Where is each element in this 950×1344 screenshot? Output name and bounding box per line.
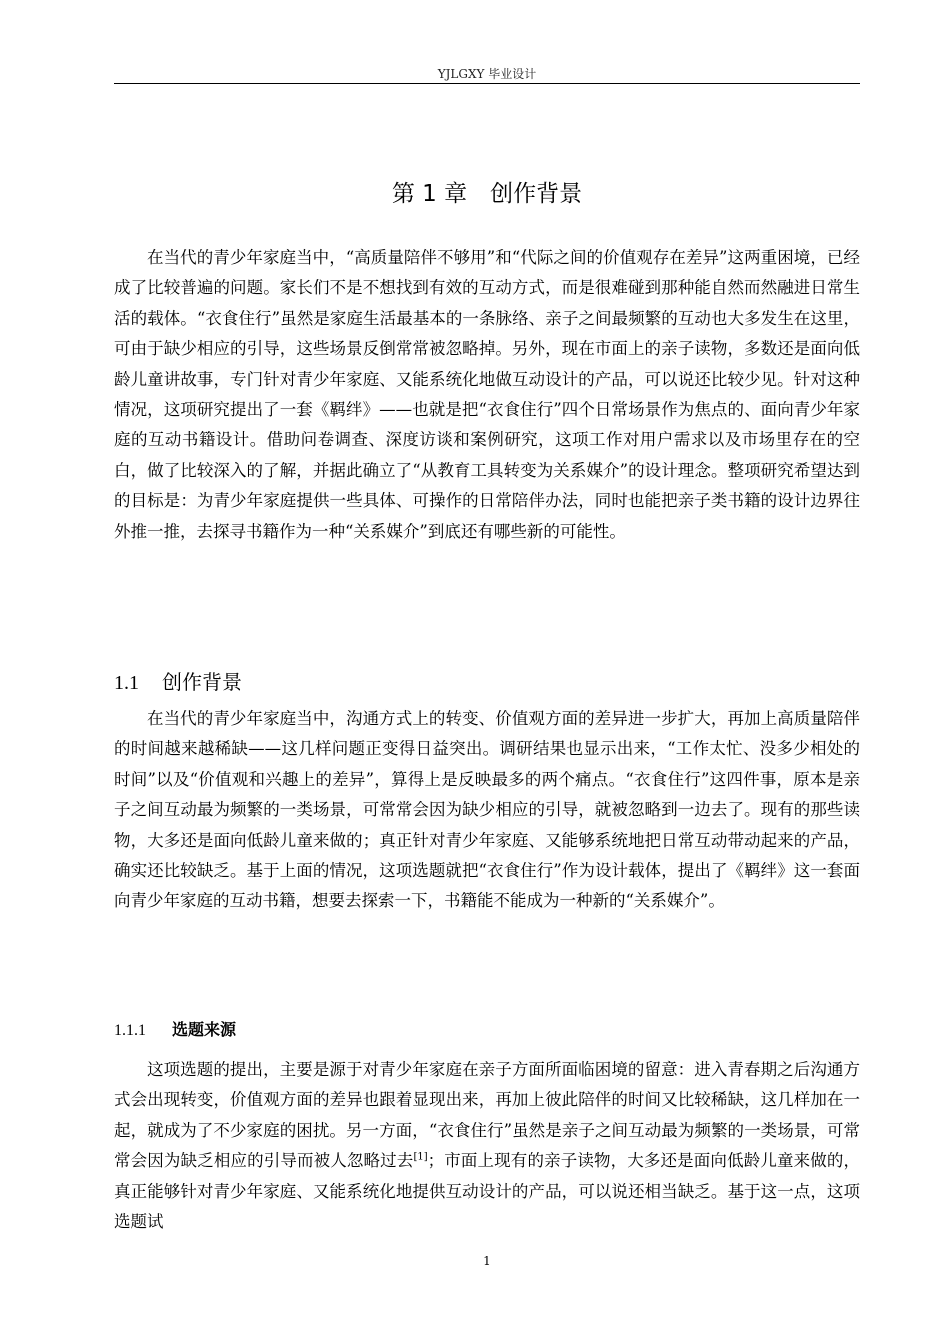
paragraph-text-after-citation: ；市面上现有的亲子读物，大多还是面向低龄儿童来做的，真正能够针对青少年家庭、又能系统化地提供互动设计的产品，可以说还相当缺乏。基于这一点，这项选题试: [114, 1151, 861, 1232]
header-rule: [114, 83, 860, 84]
section-number: 1.1: [114, 672, 139, 694]
section-1-1-paragraph: 在当代的青少年家庭当中，沟通方式上的转变、价值观方面的差异进一步扩大，再加上高质量陪伴的时间越来越稀缺——这几样问题正变得日益突出。调研结果也显示出来，“工作太忙、没多少相处的时间”以及“价值观和兴趣上的差异”，算得上是反映最多的两个痛点。“衣食住行”这四件事，原本是亲子之间互动最为频繁的一类场景，可常常会因为缺少相应的引导，就被忽略到一边去了。现有的那些读物，大多还是面向低龄儿童来做的；真正针对青少年家庭、又能够系统地把日常互动带动起来的产品，确实还比较缺乏。基于上面的情况，这项选题就把“衣食住行”作为设计载体，提出了《羁绊》这一套面向青少年家庭的互动书籍，想要去探索一下，书籍能不能成为一种新的“关系媒介”。: [114, 709, 860, 911]
section-1-1-1-paragraph: [114, 1055, 860, 1237]
page-number: 1: [483, 1254, 491, 1268]
section-title: 创作背景: [162, 670, 242, 694]
subsection-heading-1-1-1: [114, 1012, 236, 1048]
intro-paragraph: 在当代的青少年家庭当中，“高质量陪伴不够用”和“代际之间的价值观存在差异”这两重困境，已经成了比较普遍的问题。家长们不是不想找到有效的互动方式，而是很难碰到那种能自然而然融进日常生活的载体。“衣食住行”虽然是家庭生活最基本的一条脉络、亲子之间最频繁的互动也大多发生在这里，可由于缺少相应的引导，这些场景反倒常常被忽略掉。另外，现在市面上的亲子读物，多数还是面向低龄儿童讲故事，专门针对青少年家庭、又能系统化地做互动设计的产品，可以说还比较少见。针对这种情况，这项研究提出了一套《羁绊》——也就是把“衣食住行”四个日常场景作为焦点的、面向青少年家庭的互动书籍设计。借助问卷调查、深度访谈和案例研究，这项工作对用户需求以及市场里存在的空白，做了比较深入的了解，并据此确立了“从教育工具转变为关系媒介”的设计理念。整项研究希望达到的目标是：为青少年家庭提供一些具体、可操作的日常陪伴办法，同时也能把亲子类书籍的设计边界往外推一推，去探寻书籍作为一种“关系媒介”到底还有哪些新的可能性。: [114, 248, 860, 541]
subsection-title: 选题来源: [172, 1020, 237, 1039]
paragraph-text-before-citation: 这项选题的提出，主要是源于对青少年家庭在亲子方面所面临困境的留意：进入青春期之后沟通方式会出现转变，价值观方面的差异也跟着显现出来，再加上彼此陪伴的时间又比较稀缺，这几样加在一起，就成为了不少家庭的困扰。另一方面，“衣食住行”虽然是亲子之间互动最为频繁的一类场景，可常常会因为缺乏相应的引导而被人忽略过去: [114, 1060, 860, 1171]
citation-reference[interactable]: [1]: [413, 1151, 428, 1163]
subsection-number: 1.1.1: [114, 1022, 146, 1039]
chapter-title: 第 1 章 创作背景: [391, 181, 583, 207]
section-heading-1-1: [114, 662, 242, 702]
page-header: YJLGXY 毕业设计: [437, 67, 537, 81]
